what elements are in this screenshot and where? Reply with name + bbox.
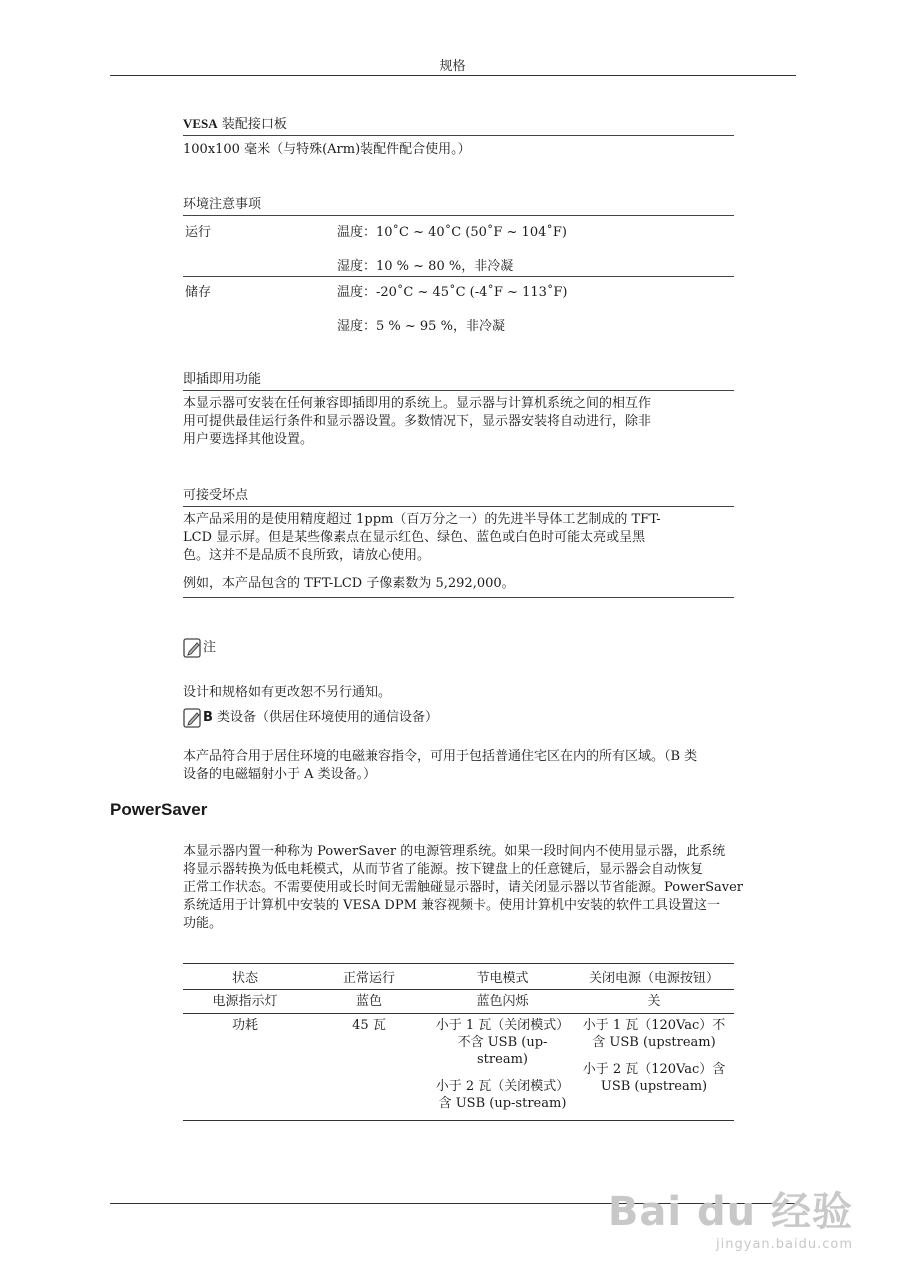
table-row [183, 990, 734, 1014]
table-header-off: 关闭电源（电源按钮） [574, 964, 734, 990]
table-cell: 关 [574, 990, 734, 1014]
class-b-text: 本产品符合用于居住环境的电磁兼容指令，可用于包括普通住宅区在内的所有区域。（B 类 设备的电磁辐射小于 A 类设备。） [183, 749, 698, 782]
env-operating-temperature: 温度：10˚C ~ 40˚C (50˚F ~ 104˚F) [337, 225, 567, 240]
note-pencil-icon [183, 638, 203, 658]
watermark [608, 1180, 853, 1252]
pixels-section [183, 484, 734, 598]
watermark-logo: Bai du 经验 [607, 1189, 853, 1235]
env-storage-temperature: 温度：-20˚C ~ 45˚C (-4˚F ~ 113˚F) [337, 285, 568, 300]
environment-section [183, 193, 734, 337]
powersaver-title: PowerSaver [110, 800, 208, 819]
pixels-text: 本产品采用的是使用精度超过 1ppm（百万分之一）的先进半导体工艺制成的 TFT- LCD 显示屏。但是某些像素点在显示红色、绿色、蓝色或白色时可能太亮或呈黑 色。这并不是品质不良所致，请放心使用。 [183, 512, 661, 563]
table-cell: 45 瓦 [307, 1014, 431, 1121]
header-rule [110, 75, 796, 76]
table-cell: 电源指示灯 [183, 990, 307, 1014]
plug-play-text: 本显示器可安装在任何兼容即插即用的系统上。显示器与计算机系统之间的相互作 用可提供最佳运行条件和显示器设置。多数情况下，显示器安装将自动进行，除非 用户要选择其他设置。 [183, 396, 652, 447]
table-row [183, 1014, 734, 1121]
table-cell-off: 小于 1 瓦（120Vac）不含 USB (upstream) 小于 2 瓦（120Vac）含 USB (upstream) [574, 1014, 734, 1121]
environment-title: 环境注意事项 [183, 193, 734, 216]
env-operating-humidity: 湿度：10 % ~ 80 %，非冷凝 [337, 259, 514, 274]
table-cell-saving: 小于 1 瓦（关闭模式）不含 USB (up-stream) 小于 2 瓦（关闭模式）含 USB (up-stream) [431, 1014, 574, 1121]
table-header-row [183, 964, 734, 990]
env-row-operating [183, 216, 734, 276]
plug-play-title: 即插即用功能 [183, 368, 734, 391]
page-header-title: 规格 [439, 59, 466, 74]
table-cell: 蓝色闪烁 [431, 990, 574, 1014]
note-label: 注 [203, 640, 217, 655]
table-cell: 蓝色 [307, 990, 431, 1014]
vesa-section [183, 113, 734, 159]
note-text: 设计和规格如有更改恕不另行通知。 [183, 685, 392, 700]
table-header-saving: 节电模式 [431, 964, 574, 990]
table-cell: 功耗 [183, 1014, 307, 1121]
note-heading [183, 636, 216, 658]
pixels-example: 例如，本产品包含的 TFT-LCD 子像素数为 5,292,000。 [183, 575, 734, 598]
vesa-text: 100x100 毫米（与特殊(Arm)装配件配合使用。） [183, 142, 471, 157]
class-b-pencil-icon [183, 708, 203, 728]
plug-play-section [183, 368, 734, 449]
env-label-operating: 运行 [185, 225, 212, 240]
table-header-state: 状态 [183, 964, 307, 990]
pixels-title: 可接受坏点 [183, 484, 734, 507]
env-storage-humidity: 湿度：5 % ~ 95 %，非冷凝 [337, 319, 505, 334]
table-header-normal: 正常运行 [307, 964, 431, 990]
powersaver-text: 本显示器内置一种称为 PowerSaver 的电源管理系统。如果一段时间内不使用显示器，此系统 将显示器转换为低电耗模式，从而节省了能源。按下键盘上的任意键后，显示器会自动恢复 正常工作状态。不需要使用或长时间无需触碰显示器时，请关闭显示器以节省能源。PowerSaver 系统适用于计算机中安装的 VESA DPM 兼容视频卡。使用计算机中安装的软件工具设置这一 功能。 [183, 844, 743, 931]
powersaver-table [183, 963, 734, 1121]
class-b-heading: B 类设备（供居住环境使用的通信设备） [183, 706, 438, 728]
env-label-storage: 储存 [185, 285, 212, 300]
env-row-storage [183, 276, 734, 337]
vesa-title: VESA 装配接口板 [183, 113, 734, 136]
watermark-url: jingyan.baidu.com [716, 1237, 853, 1252]
